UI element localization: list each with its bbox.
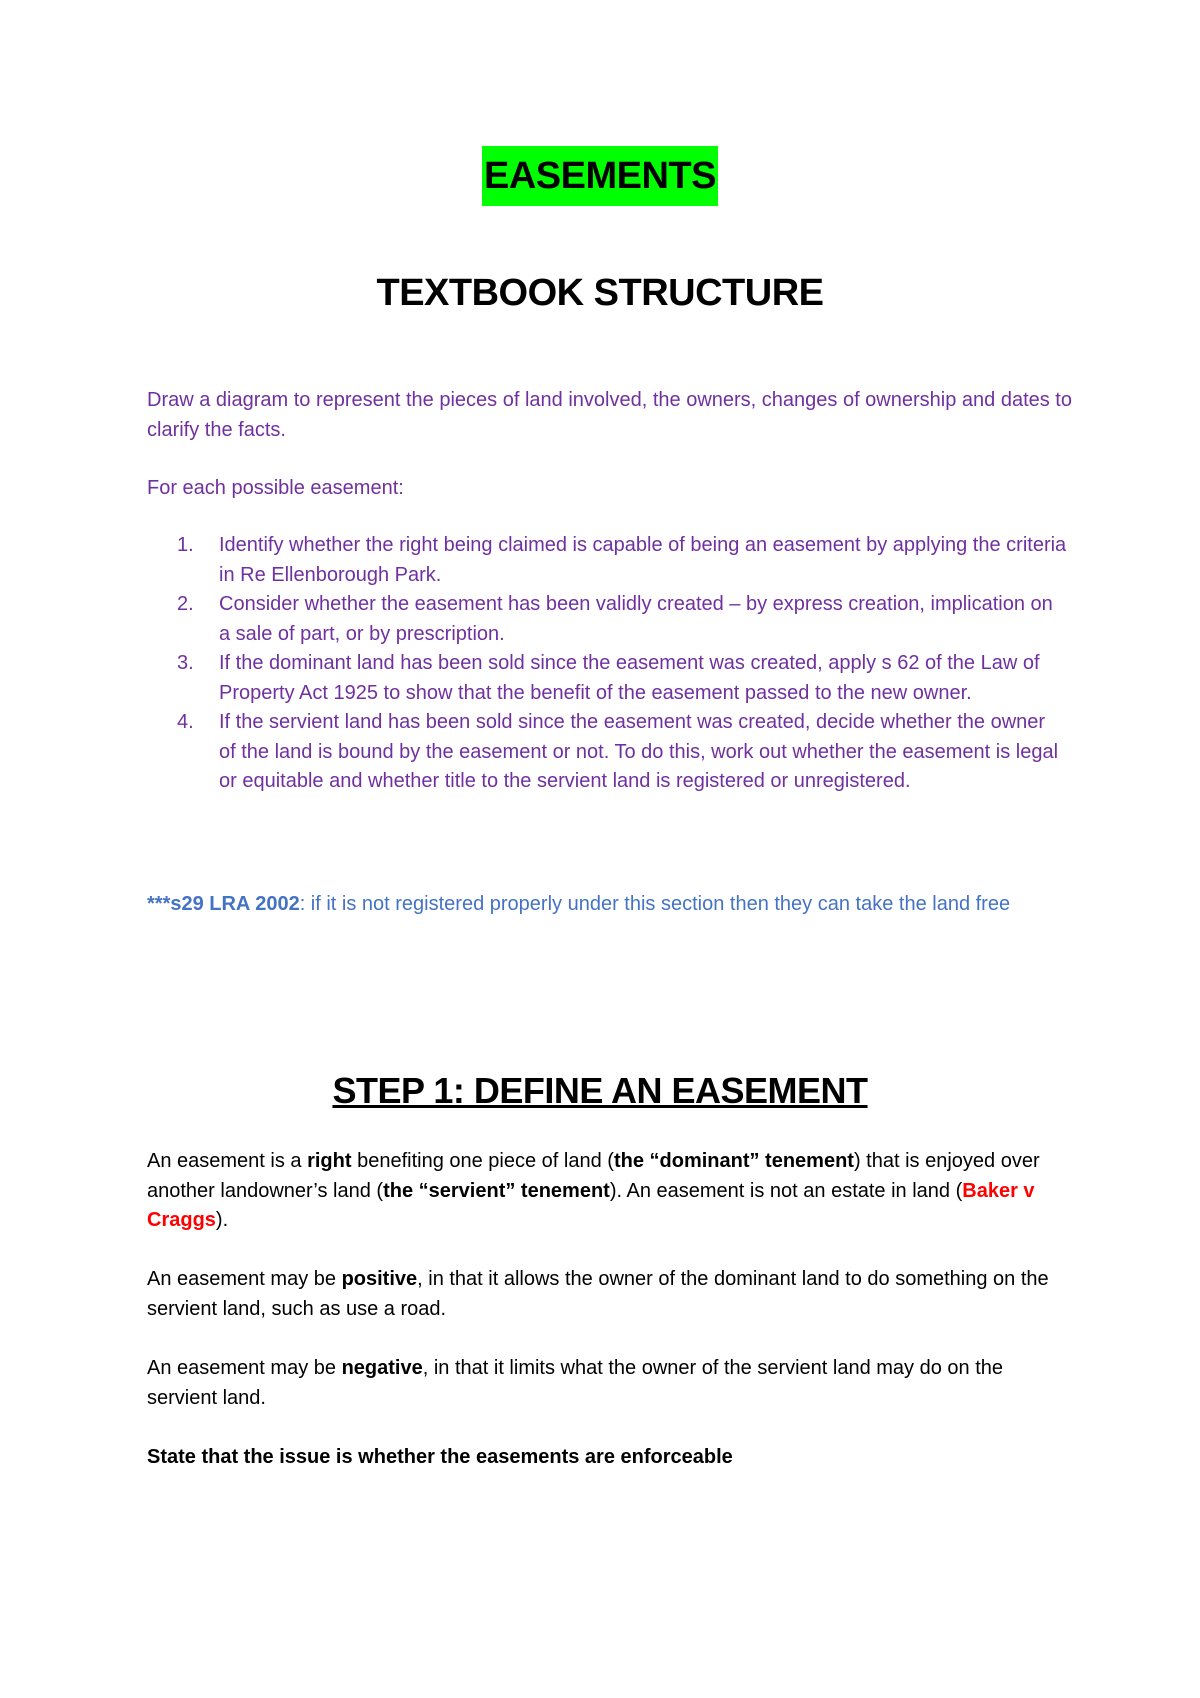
list-number: 2. — [177, 593, 194, 615]
title-container — [0, 146, 1200, 206]
step1-heading: STEP 1: DEFINE AN EASEMENT — [332, 1070, 868, 1111]
definition-text: ). An easement is not an estate in land ( — [609, 1179, 963, 1202]
negative-paragraph — [147, 1354, 1077, 1413]
list-item — [147, 708, 1067, 797]
for-each-paragraph: For each possible easement: — [147, 477, 404, 499]
document-subtitle: TEXTBOOK STRUCTURE — [376, 272, 824, 314]
list-number: 3. — [177, 652, 194, 674]
definition-text: ). — [215, 1209, 229, 1231]
list-item-text: Identify whether the right being claimed is capable of being an easement by applying the criteria in Re Ellenborough Park. — [219, 534, 1067, 586]
definition-text: An easement is a — [147, 1150, 308, 1172]
positive-text: , in that it allows the owner of the dominant land to do something on the servient land, such as use a road. — [147, 1268, 1049, 1320]
lra-note-prefix: ***s29 LRA 2002 — [147, 893, 300, 915]
steps-list — [147, 531, 1067, 797]
negative-text: An easement may be — [147, 1357, 342, 1379]
negative-bold: negative — [341, 1357, 423, 1379]
definition-paragraph — [147, 1147, 1077, 1236]
definition-text: benefiting one piece of land ( — [351, 1150, 614, 1172]
intro-paragraph: Draw a diagram to represent the pieces of land involved, the owners, changes of ownership and dates to clarify the facts. — [147, 389, 1072, 441]
positive-bold: positive — [341, 1268, 418, 1290]
case-citation: Baker v Craggs — [147, 1179, 1035, 1231]
negative-text: , in that it limits what the owner of the servient land may do on the servient land. — [147, 1357, 1004, 1409]
definition-bold-dominant: the “dominant” tenement — [613, 1150, 854, 1172]
definition-bold-servient: the “servient” tenement — [383, 1179, 610, 1202]
list-item — [147, 531, 1067, 590]
lra-note-text: : if it is not registered properly under this section then they can take the land free — [299, 893, 1011, 915]
list-item-text: Consider whether the easement has been validly created – by express creation, implication on a sale of part, or by prescription. — [219, 593, 1053, 645]
positive-paragraph — [147, 1265, 1077, 1324]
definition-text: ) that is enjoyed over another landowner’s land ( — [147, 1150, 1040, 1202]
list-number: 1. — [177, 534, 194, 556]
lra-note — [147, 890, 1077, 920]
list-item — [147, 590, 1067, 649]
positive-text: An easement may be — [147, 1268, 342, 1290]
list-item-text: If the dominant land has been sold since the easement was created, apply s 62 of the Law of Property Act 1925 to show that the benefit of the easement passed to the new owner. — [219, 652, 1040, 704]
definition-bold-right: right — [307, 1150, 352, 1172]
list-item — [147, 649, 1067, 708]
issue-statement: State that the issue is whether the easements are enforceable — [147, 1446, 733, 1468]
list-item-text: If the servient land has been sold since the easement was created, decide whether the owner of the land is bound by the easement or not. To do this, work out whether the easement is legal or equitable and whether title to the servient land is registered or unregistered. — [219, 711, 1059, 792]
list-number: 4. — [177, 711, 194, 733]
document-title: EASEMENTS — [482, 146, 718, 206]
